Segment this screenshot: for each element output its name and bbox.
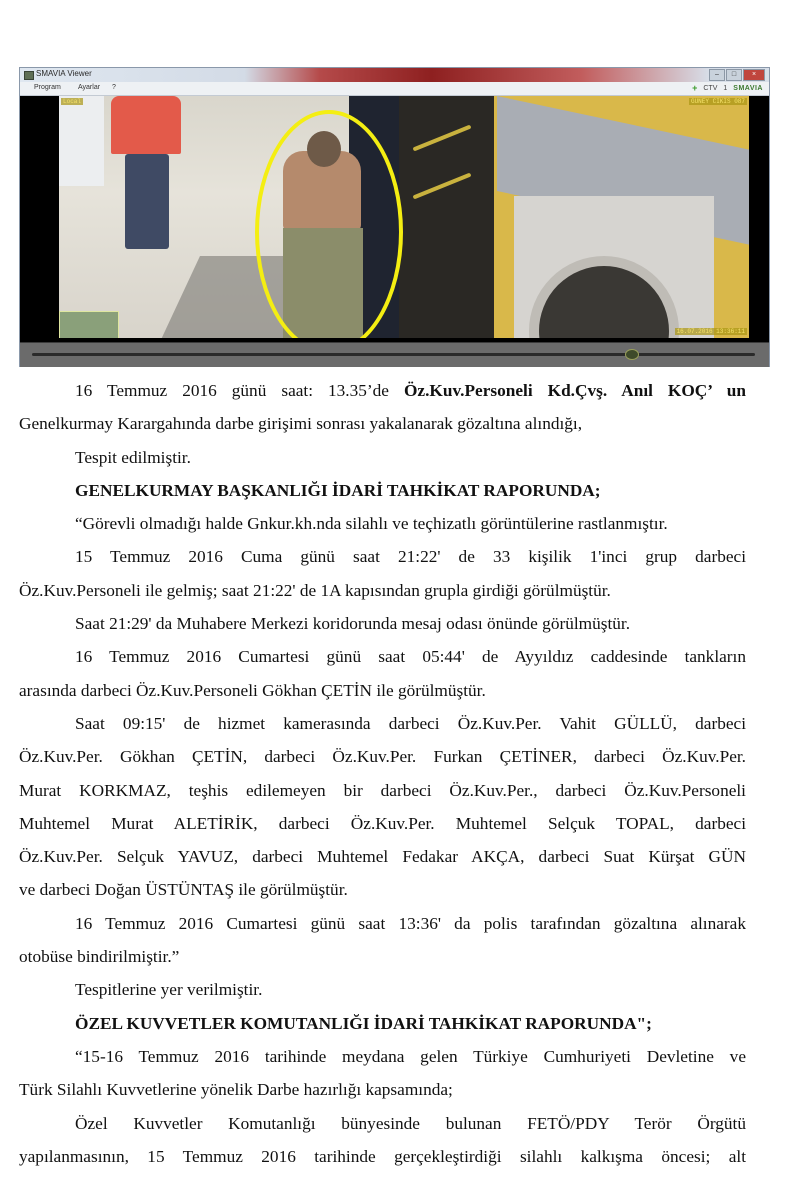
paragraph-arrest-date xyxy=(19,374,746,407)
paragraph-line: arasında darbeci Öz.Kuv.Personeli Gökhan ÇETİN ile görülmüştür. xyxy=(19,680,486,700)
bystander-jeans xyxy=(125,154,169,249)
paragraph-line: Öz.Kuv.Personeli ile gelmiş; saat 21:22' de 1A kapısından grupla girdiği görülmüştür. xyxy=(19,580,611,600)
paragraph-line: Tespitlerine yer verilmiştir. xyxy=(75,980,263,1000)
maximize-icon: □ xyxy=(726,69,742,81)
paragraph-line: ve darbeci Doğan ÜSTÜNTAŞ ile görülmüştür. xyxy=(19,880,348,900)
paragraph-line: Özel Kuvvetler Komutanlığı bünyesinde bulunan FETÖ/PDY Terör Örgütü xyxy=(75,1113,746,1133)
camera-scene xyxy=(59,96,749,338)
playback-seekbar xyxy=(20,342,769,367)
door-rail xyxy=(413,173,472,200)
cctv-viewer-screenshot xyxy=(19,67,770,367)
door-rail xyxy=(413,125,472,152)
paragraph-line: 16 Temmuz 2016 Cumartesi günü saat 13:36' da polis tarafından gözaltına alınarak xyxy=(75,913,746,933)
text-plain: 16 Temmuz 2016 günü saat: 13.35’de xyxy=(75,381,404,400)
viewer-window-title: SMAVIA Viewer xyxy=(36,69,92,78)
paragraph-line: “15-16 Temmuz 2016 tarihinde meydana gelen Türkiye Cumhuriyeti Devletine ve xyxy=(75,1046,746,1066)
osd-camera-label: Local xyxy=(63,98,82,105)
bystander-white-shirt xyxy=(59,96,104,186)
paragraph-line: Saat 09:15' de hizmet kamerasında darbeci Öz.Kuv.Per. Vahit GÜLLÜ, darbeci xyxy=(75,713,746,733)
paragraph-line: 16 Temmuz 2016 Cumartesi günü saat 05:44' de Ayyıldız caddesinde tankların xyxy=(75,647,746,667)
paragraph-line: “Görevli olmadığı halde Gnkur.kh.nda silahlı ve teçhizatlı görüntülerine rastlanmıştır. xyxy=(75,514,668,534)
menu-ayarlar: Ayarlar xyxy=(78,84,101,91)
paragraph-line: yapılanmasının, 15 Temmuz 2016 tarihinde gerçekleştirdiği silahlı kalkışma öncesi; alt xyxy=(19,1146,746,1166)
document-body xyxy=(19,374,746,1173)
text-bold-name: Öz.Kuv.Personeli Kd.Çvş. Anıl KOÇ’ un xyxy=(403,381,746,400)
channel-label: CTV xyxy=(703,84,718,92)
section-heading-genelkurmay: GENELKURMAY BAŞKANLIĞI İDARİ TAHKİKAT RAPORUNDA; xyxy=(75,480,601,500)
paragraph-line: otobüse bindirilmiştir.” xyxy=(19,947,180,967)
bus-door xyxy=(389,96,494,338)
paragraph-line: Muhtemel Murat ALETİRİK, darbeci Öz.Kuv.Per. Muhtemel Selçuk TOPAL, darbeci xyxy=(19,813,746,833)
add-icon: + xyxy=(692,83,698,93)
brand-logo: SMAVIA xyxy=(733,84,763,92)
bystander-red-shirt xyxy=(111,96,181,154)
close-icon: × xyxy=(743,69,765,81)
paragraph-line: Türk Silahlı Kuvvetlerine yönelik Darbe hazırlığı kapsamında; xyxy=(19,1080,453,1100)
paragraph-line: Murat KORKMAZ, teşhis edilemeyen bir darbeci Öz.Kuv.Per., darbeci Öz.Kuv.Personeli xyxy=(19,780,746,800)
seek-knob xyxy=(625,349,639,360)
osd-camera-name: GUNEY CIKIS 087 xyxy=(690,98,745,105)
viewer-titlebar xyxy=(20,68,769,82)
menu-program: Program xyxy=(34,84,61,91)
paragraph-line: Tespit edilmiştir. xyxy=(75,447,191,467)
paragraph-line: Saat 21:29' da Muhabere Merkezi koridorunda mesaj odası önünde görülmüştür. xyxy=(75,614,631,634)
viewer-menubar xyxy=(20,82,769,96)
app-icon xyxy=(24,71,34,80)
layout-label: 1 xyxy=(723,84,728,92)
window-controls xyxy=(709,69,765,81)
paragraph-line: Genelkurmay Karargahında darbe girişimi sonrası yakalanarak gözaltına alındığı, xyxy=(19,414,583,434)
osd-timestamp: 16.07.2016 13:36:11 xyxy=(676,328,745,335)
highlight-ellipse xyxy=(255,110,403,338)
menu-help: ? xyxy=(112,84,116,91)
seek-track xyxy=(32,353,755,356)
minimize-icon: – xyxy=(709,69,725,81)
viewer-toolbar xyxy=(692,83,763,93)
picture-in-picture-thumbnail xyxy=(59,311,119,338)
paragraph-line: Öz.Kuv.Per. Gökhan ÇETİN, darbeci Öz.Kuv.Per. Furkan ÇETİNER, darbeci Öz.Kuv.Per. xyxy=(19,747,746,767)
video-frame xyxy=(20,96,769,342)
section-heading-ozel-kuvvetler: ÖZEL KUVVETLER KOMUTANLIĞI İDARİ TAHKİKAT RAPORUNDA"; xyxy=(75,1013,652,1033)
paragraph-line: Öz.Kuv.Per. Selçuk YAVUZ, darbeci Muhtemel Fedakar AKÇA, darbeci Suat Kürşat GÜN xyxy=(19,847,746,867)
paragraph-line: 15 Temmuz 2016 Cuma günü saat 21:22' de 33 kişilik 1'inci grup darbeci xyxy=(75,547,746,567)
